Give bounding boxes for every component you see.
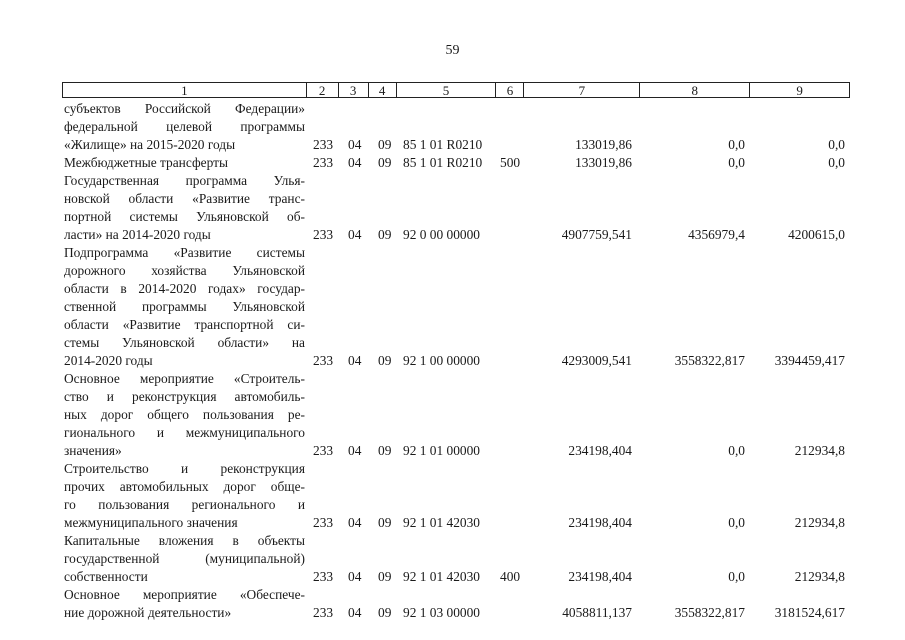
description-line: стемы Ульяновской области» на	[64, 335, 305, 350]
row-description	[64, 586, 305, 622]
description-line: собственности	[64, 569, 148, 584]
description-line: 2014-2020 годы	[64, 353, 153, 368]
cell-col-3: 04	[348, 443, 362, 458]
description-line: го пользования регионального и	[64, 497, 305, 512]
row-description	[64, 172, 305, 244]
cell-col-5: 92 1 01 42030	[403, 515, 480, 530]
description-line: гионального и межмуниципального	[64, 425, 305, 440]
header-col-5: 5	[397, 83, 497, 97]
cell-col-2: 233	[313, 137, 334, 152]
description-line: Основное мероприятие «Обеспече-	[64, 587, 305, 602]
cell-col-2: 233	[313, 443, 334, 458]
cell-col-4: 09	[378, 137, 392, 152]
description-line: области в 2014-2020 годах» государ-	[64, 281, 305, 296]
cell-col-4: 09	[378, 515, 392, 530]
header-col-4: 4	[369, 83, 397, 97]
cell-col-3: 04	[348, 515, 362, 530]
row-description	[64, 460, 305, 532]
cell-col-3: 04	[348, 155, 362, 170]
description-line: дорожного хозяйства Ульяновской	[64, 263, 305, 278]
cell-col-4: 09	[378, 443, 392, 458]
cell-col-7: 234198,404	[568, 443, 632, 458]
cell-col-8: 4356979,4	[688, 227, 745, 242]
table-row	[0, 154, 905, 172]
row-description	[64, 100, 305, 154]
cell-col-5: 92 1 03 00000	[403, 605, 480, 620]
header-col-9: 9	[750, 83, 850, 97]
cell-col-7: 133019,86	[575, 137, 632, 152]
cell-col-8: 0,0	[728, 443, 745, 458]
header-col-8: 8	[640, 83, 750, 97]
cell-col-7: 133019,86	[575, 155, 632, 170]
description-line: государственной (муниципальной)	[64, 551, 305, 566]
cell-col-2: 233	[313, 353, 334, 368]
cell-col-4: 09	[378, 353, 392, 368]
cell-col-5: 92 0 00 00000	[403, 227, 480, 242]
description-line: Подпрограмма «Развитие системы	[64, 245, 305, 260]
header-col-3: 3	[339, 83, 369, 97]
description-line: федеральной целевой программы	[64, 119, 305, 134]
header-col-1: 1	[63, 83, 307, 97]
description-line: Основное мероприятие «Строитель-	[64, 371, 305, 386]
cell-col-2: 233	[313, 227, 334, 242]
cell-col-4: 09	[378, 155, 392, 170]
description-line: значения»	[64, 443, 122, 458]
description-line: «Жилище» на 2015-2020 годы	[64, 137, 236, 152]
cell-col-5: 92 1 01 42030	[403, 569, 480, 584]
cell-col-4: 09	[378, 227, 392, 242]
cell-col-8: 3558322,817	[674, 605, 745, 620]
description-line: Межбюджетные трансферты	[64, 155, 228, 170]
page-number: 59	[445, 43, 460, 58]
cell-col-4: 09	[378, 569, 392, 584]
cell-col-9: 0,0	[828, 155, 845, 170]
description-line: Строительство и реконструкция	[64, 461, 305, 476]
description-line: прочих автомобильных дорог обще-	[64, 479, 305, 494]
cell-col-8: 0,0	[728, 569, 745, 584]
description-line: Капитальные вложения в объекты	[64, 533, 305, 548]
cell-col-2: 233	[313, 605, 334, 620]
description-line: ние дорожной деятельности»	[64, 605, 232, 620]
description-line: ласти» на 2014-2020 годы	[64, 227, 211, 242]
cell-col-8: 0,0	[728, 155, 745, 170]
row-description	[64, 154, 305, 172]
description-line: ственной программы Ульяновской	[64, 299, 305, 314]
cell-col-9: 3181524,617	[774, 605, 845, 620]
description-line: области «Развитие транспортной си-	[64, 317, 305, 332]
table-row	[0, 586, 905, 622]
cell-col-7: 4293009,541	[561, 353, 632, 368]
description-line: межмуниципального значения	[64, 515, 238, 530]
cell-col-7: 4058811,137	[562, 605, 632, 620]
row-description	[64, 532, 305, 586]
table-row	[0, 370, 905, 460]
table-row	[0, 460, 905, 532]
cell-col-3: 04	[348, 353, 362, 368]
cell-col-2: 233	[313, 515, 334, 530]
cell-col-9: 3394459,417	[774, 353, 845, 368]
cell-col-9: 4200615,0	[788, 227, 845, 242]
cell-col-7: 4907759,541	[561, 227, 632, 242]
cell-col-5: 92 1 00 00000	[403, 353, 480, 368]
description-line: новской области «Развитие транс-	[64, 191, 305, 206]
table-row	[0, 100, 905, 154]
cell-col-5: 92 1 01 00000	[403, 443, 480, 458]
cell-col-7: 234198,404	[568, 569, 632, 584]
cell-col-2: 233	[313, 569, 334, 584]
table-row	[0, 532, 905, 586]
row-description	[64, 244, 305, 370]
description-line: субъектов Российской Федерации»	[64, 101, 305, 116]
cell-col-9: 212934,8	[794, 443, 845, 458]
header-col-2: 2	[307, 83, 339, 97]
cell-col-7: 234198,404	[568, 515, 632, 530]
table-row	[0, 172, 905, 244]
header-col-6: 6	[496, 83, 524, 97]
row-description	[64, 370, 305, 460]
cell-col-3: 04	[348, 605, 362, 620]
cell-col-4: 09	[378, 605, 392, 620]
cell-col-9: 212934,8	[794, 515, 845, 530]
description-line: портной системы Ульяновской об-	[64, 209, 305, 224]
description-line: ство и реконструкция автомобиль-	[64, 389, 305, 404]
cell-col-9: 0,0	[828, 137, 845, 152]
cell-col-2: 233	[313, 155, 334, 170]
description-line: ных дорог общего пользования ре-	[64, 407, 305, 422]
cell-col-6: 500	[500, 155, 521, 170]
cell-col-8: 0,0	[728, 137, 745, 152]
cell-col-8: 0,0	[728, 515, 745, 530]
table-body	[0, 100, 905, 622]
cell-col-9: 212934,8	[794, 569, 845, 584]
cell-col-3: 04	[348, 137, 362, 152]
cell-col-5: 85 1 01 R0210	[403, 155, 483, 170]
cell-col-6: 400	[500, 569, 521, 584]
header-col-7: 7	[524, 83, 640, 97]
table-header	[62, 82, 850, 98]
cell-col-8: 3558322,817	[674, 353, 745, 368]
description-line: Государственная программа Улья-	[64, 173, 305, 188]
cell-col-5: 85 1 01 R0210	[403, 137, 483, 152]
table-row	[0, 244, 905, 370]
cell-col-3: 04	[348, 227, 362, 242]
cell-col-3: 04	[348, 569, 362, 584]
